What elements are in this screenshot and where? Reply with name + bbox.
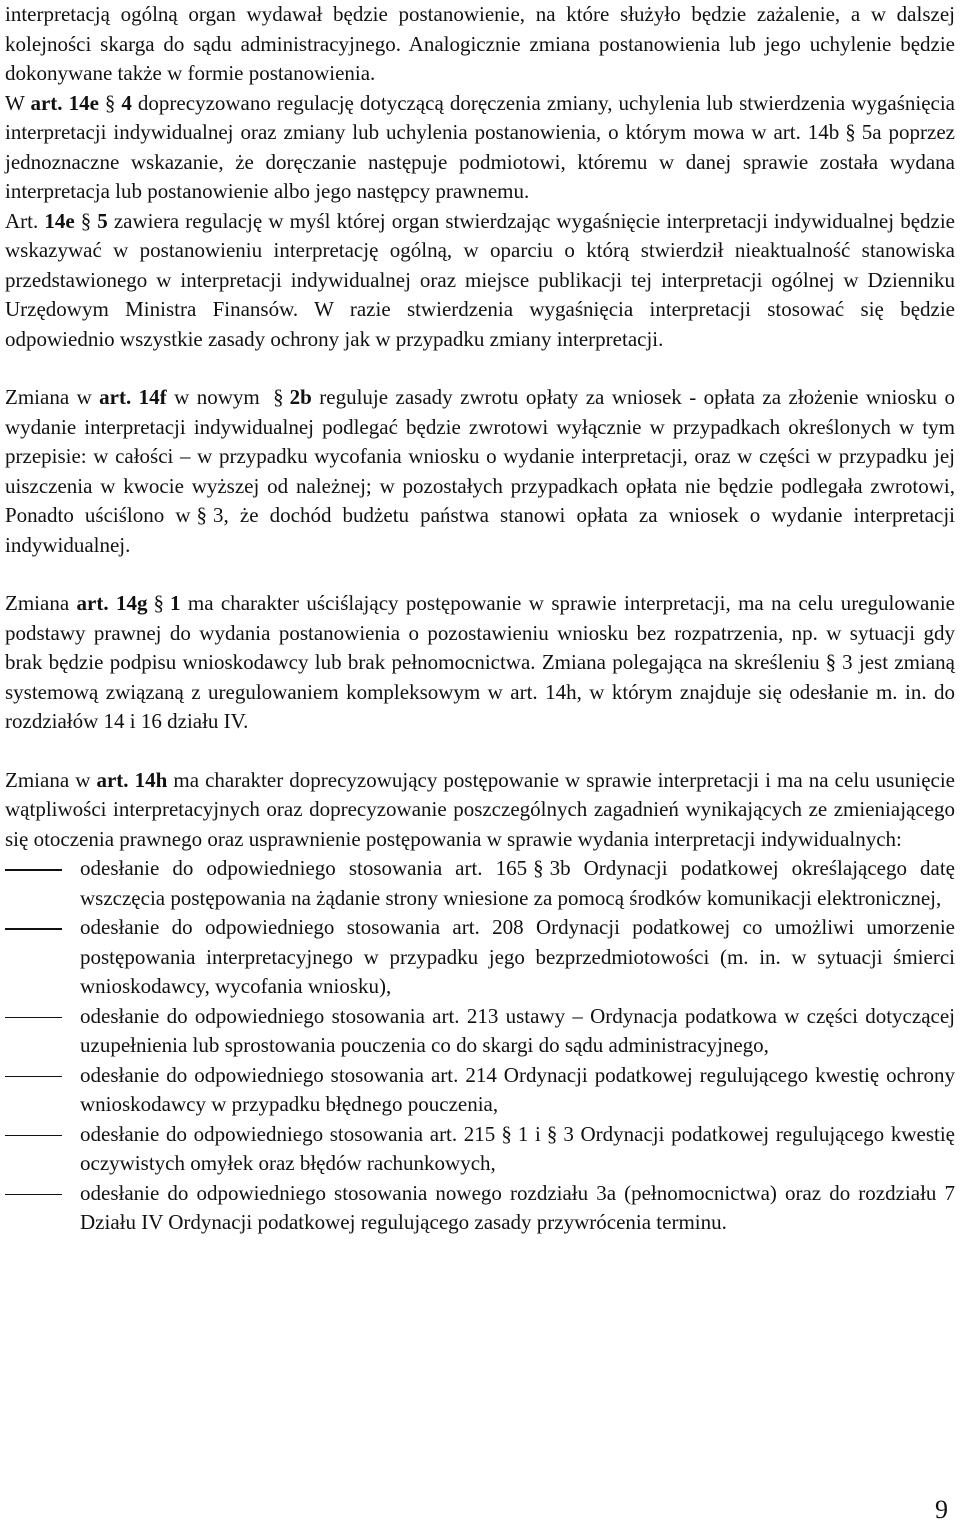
text-run: odesłanie do odpowiedniego stosowania art. 214 Ordynacji podatkowej regulującego kwestię ochrony wnioskodawcy w przypadku błędnego pouczenia, [80,1062,955,1116]
text-run: ma charakter uściślający postępowanie w sprawie interpretacji, ma na celu uregulowanie podstawy prawnej do wydania postanowienia o pozostawieniu wniosku bez rozpatrzenia, np. w sytuacji gdy brak będzie podpisu wnioskodawcy lub brak pełnomocnictwa. Zmiana polegająca na skreśleniu [5,591,955,674]
bold-ref: art. 14g [76,591,148,615]
paragraph-2 [5,89,955,207]
section-sign: § [546,1121,558,1146]
text-run: zawiera regulację w myśl której organ stwierdzając wygaśnięcie interpretacji indywidualnej będzie wskazywać w postanowieniu interpretację ogólną, w oparciu o którą stwierdził nieaktualność stanowiska przedstawionego w interpretacji indywidualnej oraz miejsce publikacji tej interpretacji ogólnej w Dzienniku Urzędowym Ministra Finansów. W razie stwierdzenia wygaśnięcia interpretacji stosować się będzie odpowiednio wszystkie zasady ochrony jak w przypadku zmiany interpretacji. [5,208,955,351]
list-item [5,1120,955,1179]
text-run: Zmiana w [5,767,97,792]
text-run: reguluje zasady zwrotu opłaty za wniosek - opłata za złożenie wniosku o wydanie interpretacji indywidualnej podlegać będzie zwrotowi wyłącznie w przypadkach określonych w tym przepisie: w całości – w przypadku wycofania wniosku o wydanie interpretacji, oraz w części w przypadku jej uiszczenia w kwocie wyższej od należnej; w pozostałych przypadkach opłata nie będzie podlegała zwrotowi, Ponadto uściślono w [5,385,955,527]
section-sign: § [501,1121,512,1146]
section-sign: § [153,591,164,615]
paragraph-3 [5,207,955,355]
document-page [5,0,955,1238]
bold-ref: art. 14f [99,385,167,409]
text-run: odesłanie do odpowiedniego stosowania art. 215 [80,1121,496,1146]
section-sign: § [825,650,837,674]
text-run: odesłanie do odpowiedniego stosowania nowego rozdziału 3a (pełnomocnictwa) oraz do rozdziału 7 Działu IV Ordynacji podatkowej regulującego zasady przywrócenia terminu. [80,1180,955,1234]
list-item [5,1002,955,1061]
text-run: ma charakter doprecyzowujący postępowanie w sprawie interpretacji i ma na celu usunięcie wątpliwości interpretacyjnych oraz doprecyzowanie poszczególnych zagadnień wynikających ze zmieniającego się otoczenia prawnego oraz usprawnienie postępowania w sprawie wydania interpretacji indywidualnych: [5,767,955,851]
text-run: w nowym [166,385,268,409]
paragraph-1 [5,0,955,89]
text-run: W [5,90,31,115]
text-run: 3 jest zmianą systemową związaną z uregulowaniem kompleksowym w art. 14h, w którym znajduje się odesłanie m. in. do rozdziałów 14 i 16 działu IV. [5,650,955,733]
section-sign: § [845,120,856,144]
list-item [5,1061,955,1120]
text-run: Art. [5,208,45,233]
dash-list [5,854,955,1238]
bold-ref: 2b [289,385,312,409]
text-run: 3b Ordynacji podatkowej określającego datę wszczęcia postępowania na żądanie strony wniesione za pomocą środków komunikacji elektronicznej, [80,856,955,910]
page-number: 9 [935,1495,948,1524]
text-run: 3 Ordynacji podatkowej regulującego kwestię oczywistych omyłek oraz błędów rachunkowych, [80,1121,955,1175]
list-item [5,913,955,1002]
text-run: 1 i [517,1121,541,1146]
text-run: 5a poprzez jednoznaczne wskazanie, że doręczanie następuje podmiotowi, któremu w danej sprawie została wydana interpretacja lub postanowienie albo jego następcy prawnemu. [5,120,955,203]
list-item [5,1179,955,1238]
bold-ref: 5 [97,208,108,233]
text-run: odesłanie do odpowiedniego stosowania art. 208 Ordynacji podatkowej co umożliwi umorzenie postępowania interpretacyjnego w przypadku jego bezprzedmiotowości (m. in. w sytuacji śmierci wnioskodawcy, wycofania wniosku), [80,915,955,998]
text-run: doprecyzowano regulację dotyczącą doręczenia zmiany, uchylenia lub stwierdzenia wygaśnięcia interpretacji indywidualnej oraz zmiany lub uchylenia postanowienia, o którym mowa w art. 14b [5,90,956,144]
paragraph-5 [5,589,955,737]
text-run: 3, że dochód budżetu państwa stanowi opłata za wniosek o wydanie interpretacji indywidualnej. [5,503,956,557]
bold-ref: 14e [44,208,75,233]
text-run: Zmiana [5,591,77,615]
text-run: interpretacją ogólną organ wydawał będzie postanowienie, na które służyło będzie zażalenie, a w dalszej kolejności skarga do sądu administracyjnego. Analogicznie zmiana postanowienia lub jego uchylenie będzie dokonywane także w formie postanowienia. [5,2,955,85]
text-run: odesłanie do odpowiedniego stosowania art. 165 [80,856,528,880]
paragraph-6 [5,766,955,855]
paragraph-4 [5,383,955,560]
bold-ref: 4 [121,90,132,115]
bold-ref: art. 14e [30,90,99,115]
section-sign: § [533,856,544,880]
text-run: Zmiana w [5,385,100,409]
section-sign: § [104,90,116,115]
section-sign: § [80,208,92,233]
list-item [5,854,955,913]
bold-ref: art. 14h [96,767,168,792]
text-run: odesłanie do odpowiedniego stosowania art. 213 ustawy – Ordynacja podatkowa w części dotyczącej uzupełnienia lub sprostowania pouczenia co do skargi do sądu administracyjnego, [80,1003,955,1057]
section-sign: § [273,385,284,409]
bold-ref: 1 [169,591,181,615]
section-sign: § [196,503,208,527]
